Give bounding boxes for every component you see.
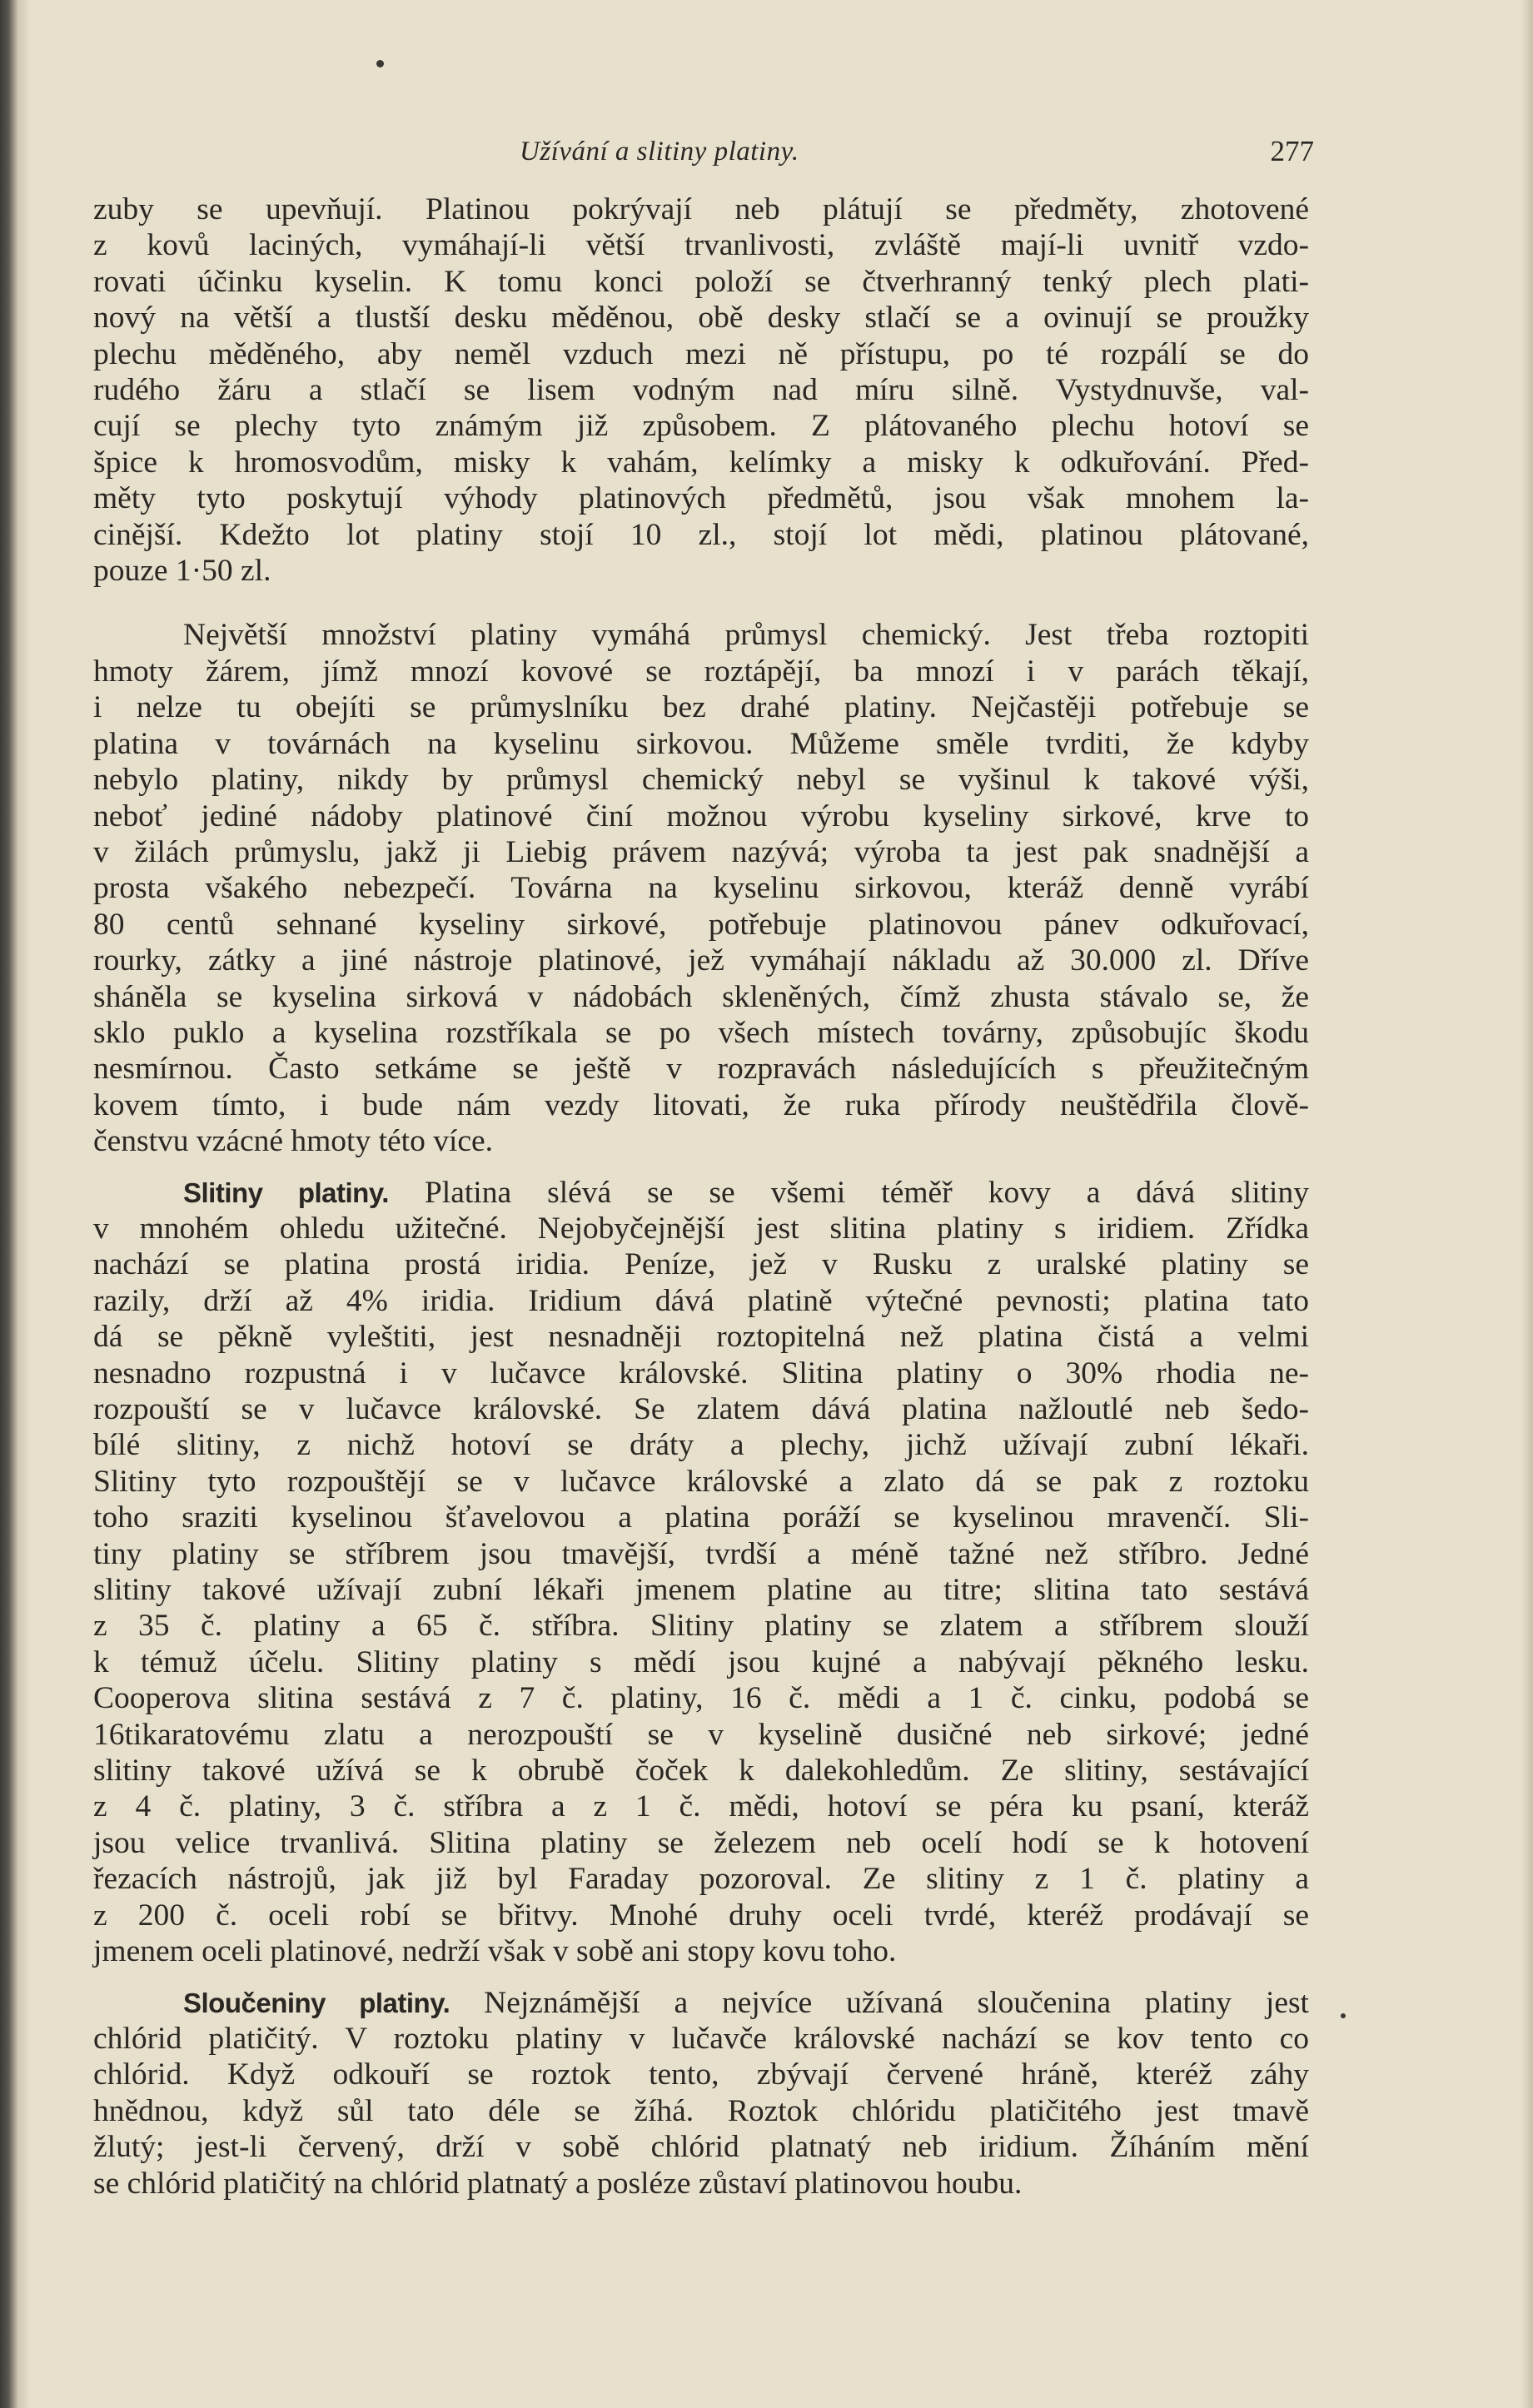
text-line: jmenem oceli platinové, nedrží však v sobě ani stopy kovu toho. bbox=[93, 1934, 897, 1969]
text-line: hnědnou, když sůl tato déle se žíhá. Roztok chlóridu platičitého jest tmavě bbox=[93, 2093, 1309, 2128]
text-line: nachází se platina prostá iridia. Peníze, jež v Rusku z uralské platiny se bbox=[93, 1247, 1309, 1282]
text-line: neboť jediné nádoby platinové činí možnou výrobu kyseliny sirkové, krve to bbox=[93, 799, 1309, 833]
text-line: chlórid platičitý. V roztoku platiny v lučavče královské nachází se kov tento co bbox=[93, 2021, 1309, 2056]
text-line: k témuž účelu. Slitiny platiny s mědí jsou kujné a nabývají pěkného lesku. bbox=[93, 1644, 1309, 1679]
text-line: nesmírnou. Často setkáme se ještě v rozpravách následujících s přeužitečným bbox=[93, 1052, 1309, 1087]
text-line: sklo puklo a kyselina rozstříkala se po všech místech továrny, způsobujíc škodu bbox=[93, 1015, 1309, 1050]
text-line: plechu měděného, aby neměl vzduch mezi ně přístupu, po té rozpálí se do bbox=[93, 336, 1309, 371]
text-line-run: Nejznámější a nejvíce užívaná sloučenina platiny jest bbox=[450, 1985, 1309, 2020]
page-number: 277 bbox=[1270, 135, 1314, 167]
text-line bbox=[93, 1175, 1309, 1211]
text-line: Největší množství platiny vymáhá průmysl chemický. Jest třeba roztopiti bbox=[183, 618, 1309, 653]
text-line: z 4 č. platiny, 3 č. stříbra a z 1 č. mědi, hotoví se péra ku psaní, kteráž bbox=[93, 1789, 1309, 1824]
text-line: z kovů laciných, vymáhají-li větší trvanlivosti, zvláště mají-li uvnitř vzdo- bbox=[93, 228, 1309, 263]
scan-speck bbox=[376, 60, 384, 67]
text-line: i nelze tu obejíti se průmyslníku bez drahé platiny. Nejčastěji potřebuje se bbox=[93, 690, 1309, 725]
text-line: špice k hromosvodům, misky k vahám, kelímky a misky k odkuřování. Před- bbox=[93, 445, 1309, 480]
text-line: jsou velice trvanlivá. Slitina platiny se železem neb ocelí hodí se k hotovení bbox=[93, 1825, 1309, 1860]
text-line: hmoty žárem, jímž mnozí kovové se roztápějí, ba mnozí i v parách těkají, bbox=[93, 654, 1309, 689]
text-line: nebylo platiny, nikdy by průmysl chemický nebyl se vyšinul k takové výši, bbox=[93, 763, 1309, 798]
text-line: nesnadno rozpustná i v lučavce královské. Slitina platiny o 30% rhodia ne- bbox=[93, 1356, 1309, 1391]
text-line: sháněla se kyselina sirková v nádobách skleněných, čímž zhusta stávalo se, že bbox=[93, 979, 1309, 1014]
text-line: pouze 1·50 zl. bbox=[93, 554, 271, 589]
text-line: Slitiny tyto rozpouštějí se v lučavce královské a zlato dá se pak z roztoku bbox=[93, 1464, 1309, 1499]
scan-speck bbox=[1341, 2013, 1346, 2018]
body-text bbox=[93, 192, 1309, 2202]
text-line: bílé slitiny, z nichž hotoví se dráty a plechy, jichž užívají zubní lékaři. bbox=[93, 1428, 1309, 1463]
text-line: toho sraziti kyselinou šťavelovou a platina poráží se kyselinou mravenčí. Sli- bbox=[93, 1500, 1309, 1535]
text-line-run: Platina slévá se se všemi téměř kovy a dává slitiny bbox=[388, 1175, 1309, 1210]
text-line: řezacích nástrojů, jak již byl Faraday pozoroval. Ze slitiny z 1 č. platiny a bbox=[93, 1862, 1309, 1897]
paragraph bbox=[93, 1175, 1309, 1970]
text-line: platina v továrnách na kyselinu sirkovou. Můžeme směle tvrditi, že kdyby bbox=[93, 726, 1309, 761]
text-line: rudého žáru a stlačí se lisem vodným nad míru silně. Vystydnuvše, val- bbox=[93, 373, 1309, 408]
text-line: se chlórid platičitý na chlórid platnatý a posléze zůstaví platinovou houbu. bbox=[93, 2166, 1023, 2201]
text-line: čenstvu vzácné hmoty této více. bbox=[93, 1124, 494, 1159]
scan-right-edge bbox=[1521, 0, 1533, 2408]
text-line: slitiny takové užívají zubní lékaři jmenem platine au titre; slitina tato sestává bbox=[93, 1573, 1309, 1608]
text-line: zuby se upevňují. Platinou pokrývají neb plátují se předměty, zhotovené bbox=[93, 192, 1309, 226]
text-line: rourky, zátky a jiné nástroje platinové, jež vymáhají nákladu až 30.000 zl. Dříve bbox=[93, 943, 1309, 978]
text-line: dá se pěkně vyleštiti, jest nesnadněji roztopitelná než platina čistá a velmi bbox=[93, 1320, 1309, 1355]
text-line: rozpouští se v lučavce královské. Se zlatem dává platina nažloutlé neb šedo- bbox=[93, 1392, 1309, 1426]
section-heading: Slitiny platiny. bbox=[183, 1177, 389, 1208]
text-line: z 35 č. platiny a 65 č. stříbra. Slitiny platiny se zlatem a stříbrem slouží bbox=[93, 1609, 1309, 1644]
paragraph bbox=[93, 617, 1309, 1159]
running-title: Užívání a slitiny platiny. bbox=[520, 137, 799, 167]
text-line: žlutý; jest-li červený, drží v sobě chlórid platnatý neb iridium. Žíháním mění bbox=[93, 2130, 1309, 2165]
text-line: slitiny takové užívá se k obrubě čoček k dalekohledům. Ze slitiny, sestávající bbox=[93, 1754, 1309, 1789]
text-line: kovem tímto, i bude nám vezdy litovati, že ruka přírody neuštědřila člově- bbox=[93, 1087, 1309, 1122]
section-heading: Sloučeniny platiny. bbox=[183, 1987, 450, 2018]
text-line: nový na větší a tlustší desku měděnou, obě desky stlačí se a ovinují se proužky bbox=[93, 301, 1309, 336]
text-line: razily, drží až 4% iridia. Iridium dává platině výtečné pevnosti; platina tato bbox=[93, 1283, 1309, 1318]
text-line: v mnohém ohledu užitečné. Nejobyčejnější jest slitina platiny s iridiem. Zřídka bbox=[93, 1211, 1309, 1246]
text-line: 80 centů sehnané kyseliny sirkové, potřebuje platinovou pánev odkuřovací, bbox=[93, 907, 1309, 942]
book-page bbox=[93, 125, 1314, 2202]
text-line: prosta všakého nebezpečí. Továrna na kyselinu sirkovou, kteráž denně vyrábí bbox=[93, 871, 1309, 906]
text-line bbox=[93, 1985, 1309, 2021]
text-line: cinější. Kdežto lot platiny stojí 10 zl., stojí lot mědi, platinou plátované, bbox=[93, 517, 1309, 552]
text-line: cují se plechy tyto známým již způsobem. Z plátovaného plechu hotoví se bbox=[93, 409, 1309, 444]
text-line: chlórid. Když odkouří se roztok tento, zbývají červené hráně, kteréž záhy bbox=[93, 2057, 1309, 2092]
text-line: v žilách průmyslu, jakž ji Liebig právem nazývá; výroba ta jest pak snadnější a bbox=[93, 834, 1309, 869]
text-line: měty tyto poskytují výhody platinových předmětů, jsou však mnohem la- bbox=[93, 481, 1309, 516]
scan-binding-edge bbox=[0, 0, 28, 2408]
text-line: Cooperova slitina sestává z 7 č. platiny, 16 č. mědi a 1 č. cinku, podobá se bbox=[93, 1681, 1309, 1716]
text-line: rovati účinku kyselin. K tomu konci položí se čtverhranný tenký plech plati- bbox=[93, 264, 1309, 299]
running-header bbox=[93, 125, 1314, 192]
paragraph bbox=[93, 1985, 1309, 2202]
text-line: tiny platiny se stříbrem jsou tmavější, tvrdší a méně tažné než stříbro. Jedné bbox=[93, 1536, 1309, 1571]
paragraph bbox=[93, 192, 1309, 589]
text-line: 16tikaratovému zlatu a nerozpouští se v kyselině dusičné neb sirkové; jedné bbox=[93, 1717, 1309, 1752]
text-line: z 200 č. oceli robí se břitvy. Mnohé druhy oceli tvrdé, kteréž prodávají se bbox=[93, 1898, 1309, 1933]
